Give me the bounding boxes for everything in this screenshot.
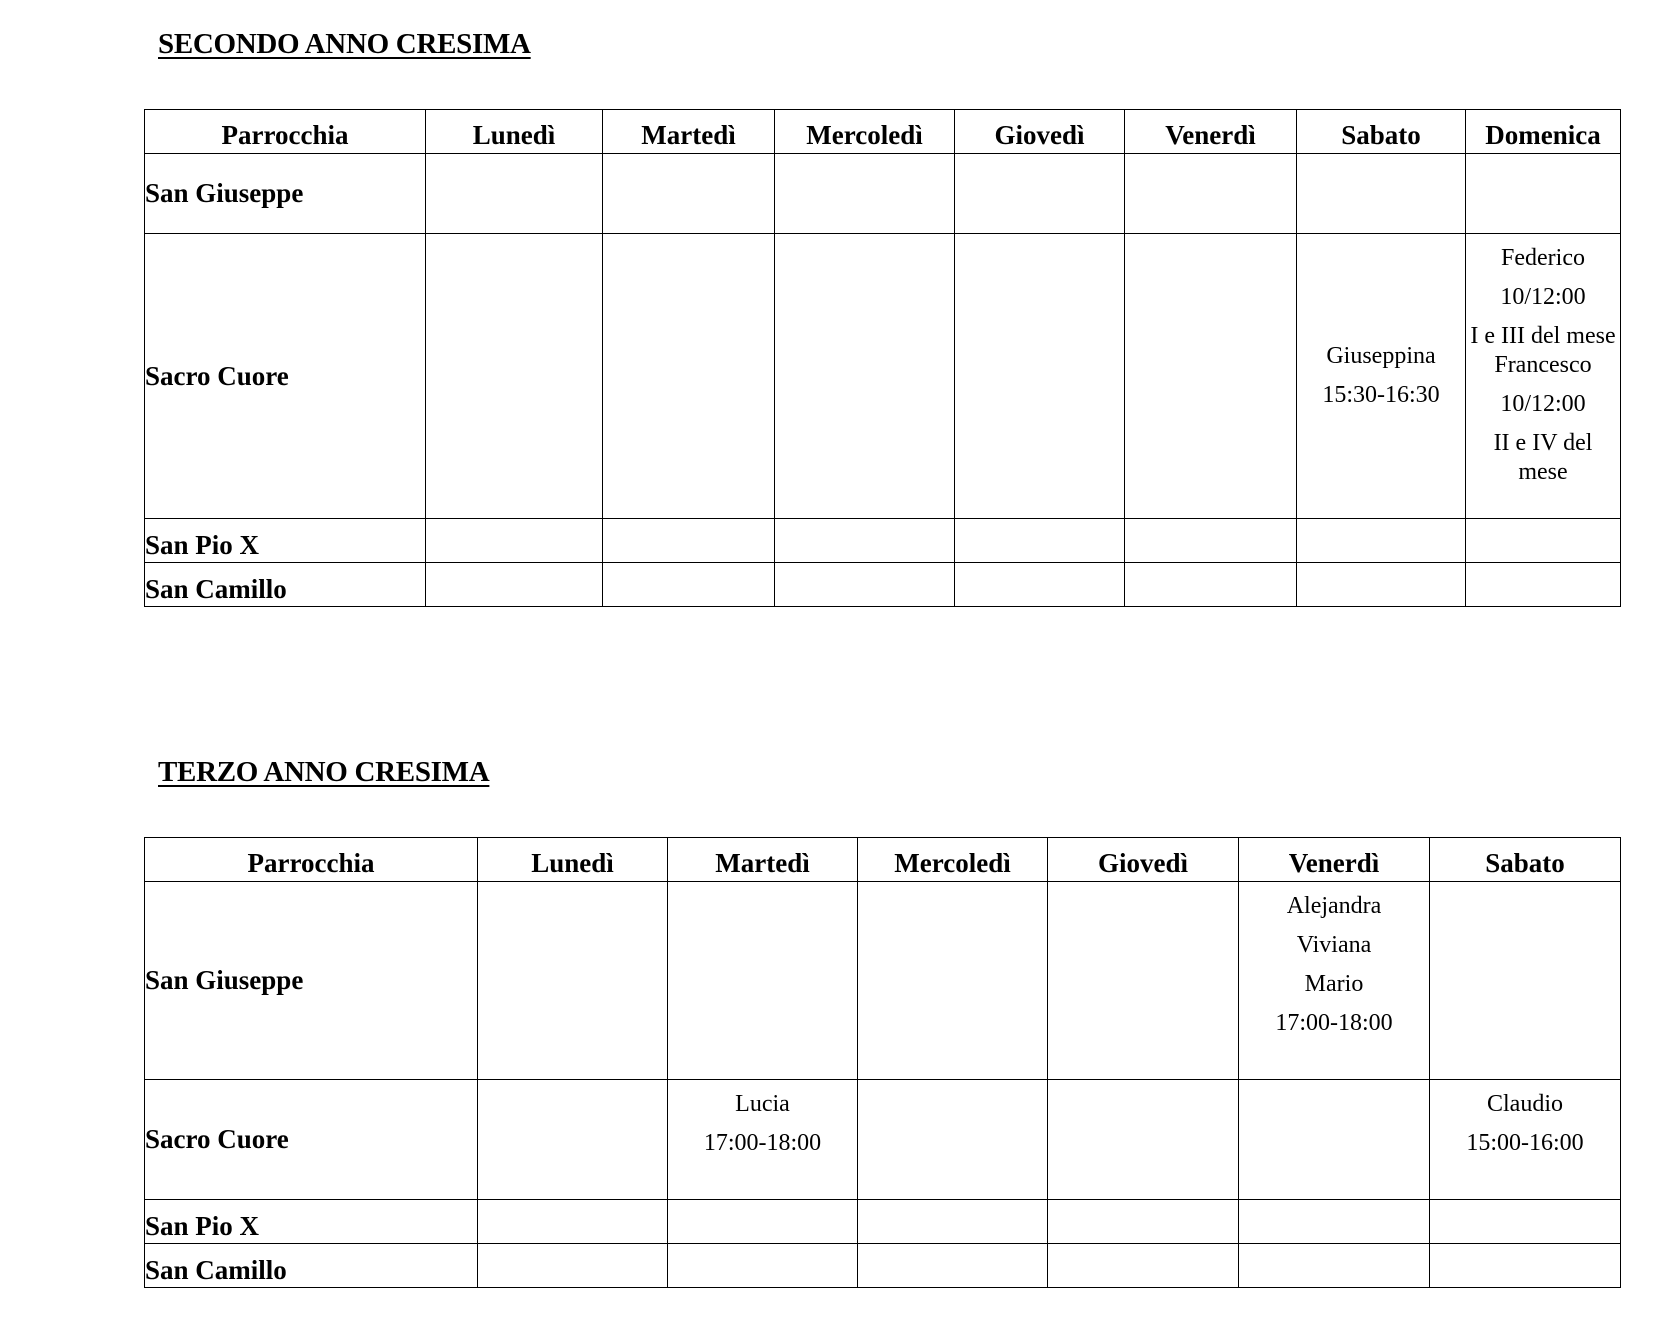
header-parrocchia: Parrocchia (145, 838, 478, 882)
header-sabato: Sabato (1297, 110, 1466, 154)
cell-empty (478, 1080, 668, 1200)
header-sabato: Sabato (1430, 838, 1621, 882)
cell-empty (1239, 1080, 1430, 1200)
parish-sacro-cuore: Sacro Cuore (145, 1080, 478, 1200)
header-giovedi: Giovedì (955, 110, 1125, 154)
schedule-table-secondo-anno (144, 109, 1621, 607)
cell-empty (858, 882, 1048, 1080)
cell-sabato-sacro-cuore (1297, 234, 1466, 519)
header-parrocchia: Parrocchia (145, 110, 426, 154)
catechist-name: Lucia (735, 1091, 790, 1117)
cell-empty (775, 234, 955, 519)
header-row (145, 838, 1621, 882)
parish-san-pio-x: San Pio X (145, 519, 426, 563)
header-martedi: Martedì (603, 110, 775, 154)
cell-empty (668, 1200, 858, 1244)
cell-empty (1239, 1244, 1430, 1288)
cell-empty (1466, 519, 1621, 563)
cell-empty (858, 1200, 1048, 1244)
cell-empty (1125, 154, 1297, 234)
cell-empty (478, 1244, 668, 1288)
cell-empty (1125, 563, 1297, 607)
cell-empty (1430, 882, 1621, 1080)
cell-empty (775, 519, 955, 563)
table-row (145, 519, 1621, 563)
header-domenica: Domenica (1466, 110, 1621, 154)
cell-empty (426, 154, 603, 234)
header-mercoledi: Mercoledì (858, 838, 1048, 882)
cell-empty (603, 519, 775, 563)
table-row (145, 882, 1621, 1080)
cell-empty (955, 519, 1125, 563)
cell-empty (478, 882, 668, 1080)
cell-empty (1297, 563, 1466, 607)
cell-empty (775, 563, 955, 607)
header-lunedi: Lunedì (478, 838, 668, 882)
parish-san-giuseppe: San Giuseppe (145, 154, 426, 234)
time-slot: 10/12:00 (1500, 284, 1586, 310)
cell-empty (858, 1080, 1048, 1200)
time-slot: 17:00-18:00 (703, 1130, 822, 1156)
parish-san-pio-x: San Pio X (145, 1200, 478, 1244)
week-note: I e III del mese (1470, 323, 1616, 349)
cell-empty (1430, 1244, 1621, 1288)
cell-empty (1125, 234, 1297, 519)
header-venerdi: Venerdì (1125, 110, 1297, 154)
header-lunedi: Lunedì (426, 110, 603, 154)
time-slot: 15:30-16:30 (1322, 382, 1440, 408)
cell-venerdi-san-giuseppe (1239, 882, 1430, 1080)
header-venerdi: Venerdì (1239, 838, 1430, 882)
catechist-name: Francesco (1494, 352, 1592, 378)
cell-domenica-sacro-cuore (1466, 234, 1621, 519)
header-giovedi: Giovedì (1048, 838, 1239, 882)
schedule-table-terzo-anno (144, 837, 1621, 1288)
catechist-name: Alejandra (1286, 893, 1382, 919)
cell-empty (668, 1244, 858, 1288)
cell-empty (426, 234, 603, 519)
table-row (145, 1080, 1621, 1200)
parish-sacro-cuore: Sacro Cuore (145, 234, 426, 519)
cell-empty (775, 154, 955, 234)
header-row (145, 110, 1621, 154)
cell-martedi-sacro-cuore (668, 1080, 858, 1200)
catechist-name: Claudio (1487, 1091, 1563, 1117)
catechist-name: Mario (1304, 971, 1364, 997)
cell-empty (955, 234, 1125, 519)
table-row (145, 154, 1621, 234)
table-row (145, 1244, 1621, 1288)
cell-empty (426, 563, 603, 607)
cell-empty (858, 1244, 1048, 1288)
cell-empty (1297, 519, 1466, 563)
time-slot: 17:00-18:00 (1275, 1010, 1393, 1036)
parish-san-camillo: San Camillo (145, 563, 426, 607)
cell-empty (603, 563, 775, 607)
cell-empty (1239, 1200, 1430, 1244)
cell-empty (668, 882, 858, 1080)
cell-empty (603, 234, 775, 519)
cell-empty (1048, 1244, 1239, 1288)
header-mercoledi: Mercoledì (775, 110, 955, 154)
cell-sabato-sacro-cuore (1430, 1080, 1621, 1200)
cell-empty (1125, 519, 1297, 563)
cell-empty (1048, 1080, 1239, 1200)
catechist-name: Viviana (1296, 932, 1372, 958)
section-title-secondo-anno: SECONDO ANNO CRESIMA (158, 28, 531, 60)
catechist-name: Giuseppina (1326, 343, 1436, 369)
week-note: II e IV del mese (1493, 430, 1593, 485)
cell-empty (478, 1200, 668, 1244)
table-row (145, 563, 1621, 607)
table-row (145, 234, 1621, 519)
cell-empty (1048, 1200, 1239, 1244)
parish-san-camillo: San Camillo (145, 1244, 478, 1288)
cell-empty (1048, 882, 1239, 1080)
cell-empty (1430, 1200, 1621, 1244)
section-title-terzo-anno: TERZO ANNO CRESIMA (158, 756, 490, 788)
cell-empty (426, 519, 603, 563)
cell-empty (955, 563, 1125, 607)
time-slot: 15:00-16:00 (1466, 1130, 1584, 1156)
cell-empty (1466, 563, 1621, 607)
cell-empty (603, 154, 775, 234)
table-row (145, 1200, 1621, 1244)
header-martedi: Martedì (668, 838, 858, 882)
parish-san-giuseppe: San Giuseppe (145, 882, 478, 1080)
time-slot: 10/12:00 (1500, 391, 1586, 417)
catechist-name: Federico (1501, 245, 1585, 271)
cell-empty (955, 154, 1125, 234)
cell-empty (1297, 154, 1466, 234)
cell-empty (1466, 154, 1621, 234)
